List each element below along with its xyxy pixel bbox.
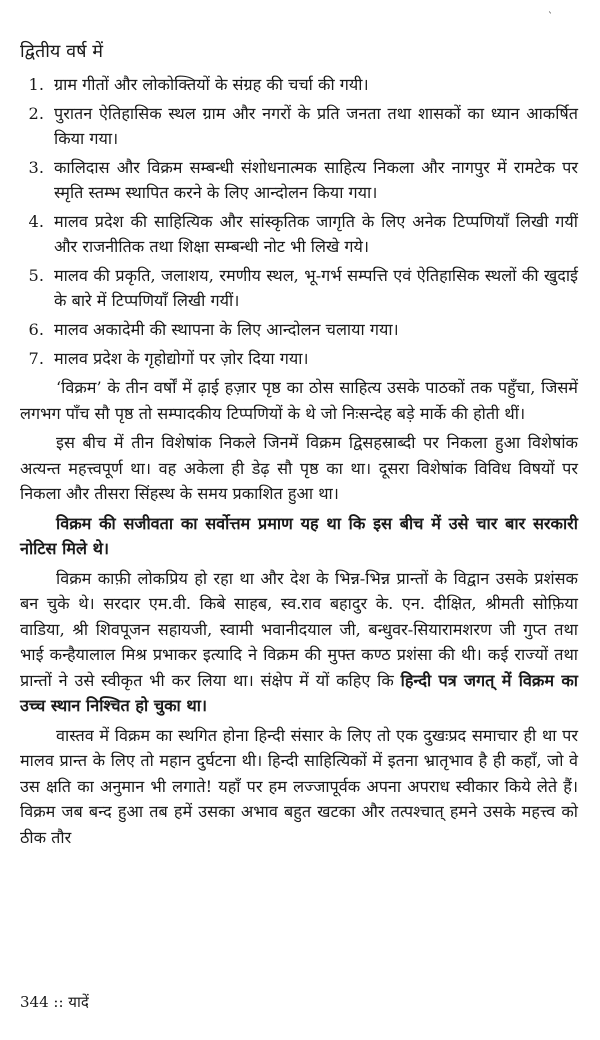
list-item [22, 209, 578, 259]
paragraph-three-years: ‘विक्रम’ के तीन वर्षों में ढ़ाई हज़ार पृष्ठ का ठोस साहित्य उसके पाठकों तक पहुँचा, जिसमें लगभग पाँच सौ पृष्ठ तो सम्पादकीय टिप्पणियों के थे जो निःसन्देह बड़े मार्के की होती थीं। [20, 378, 578, 423]
list-item-text: मालव प्रदेश के गृहोद्योगों पर ज़ोर दिया गया। [54, 349, 309, 368]
list-item [22, 72, 578, 97]
section-heading: द्वितीय वर्ष में [20, 41, 103, 62]
paragraph-government-notices: विक्रम की सजीवता का सर्वोत्तम प्रमाण यह था कि इस बीच में उसे चार बार सरकारी नोटिस मिले थे। [20, 513, 578, 558]
list-item-text: मालव प्रदेश की साहित्यिक और सांस्कृतिक जागृति के लिए अनेक टिप्पणियाँ लिखी गयीं और राजनीतिक तथा शिक्षा सम्बन्धी नोट भी लिखे गये। [54, 212, 578, 256]
paragraph-special-issues: इस बीच में तीन विशेषांक निकले जिनमें विक्रम द्विसहस्राब्दी पर निकला हुआ विशेषांक अत्यन्त महत्त्वपूर्ण था। वह अकेला ही डेढ़ सौ पृष्ठ का था। दूसरा विशेषांक विविध विषयों पर निकला और तीसरा सिंहस्थ के समय प्रकाशित हुआ था। [20, 433, 578, 503]
numbered-list [20, 72, 578, 371]
list-item-text: पुरातन ऐतिहासिक स्थल ग्राम और नगरों के प्रति जनता तथा शासकों का ध्यान आकर्षित किया गया। [54, 104, 578, 148]
list-item-number: 5. [28, 266, 44, 285]
list-item-text: मालव अकादेमी की स्थापना के लिए आन्दोलन चलाया गया। [54, 320, 399, 339]
popularity-text: विक्रम काफ़ी लोकप्रिय हो रहा था और देश के भिन्न-भिन्न प्रान्तों के विद्वान उसके प्रशंसक बन चुके थे। सरदार एम.वी. किबे साहब, स्व.राव बहादुर के. एन. दीक्षित, श्रीमती सोफ़िया वाडिया, श्री शिवपूजन सहायजी, स्वामी भवानीदयाल जी, बन्धुवर-सियारामशरण जी गुप्त तथा भाई कन्हैयालाल मिश्र प्रभाकर इत्यादि ने विक्रम की मुफ्त कण्ठ प्रशंसा की थी। कई राज्यों तथा प्रान्तों ने उसे स्वीकृत भी कर लिया था। संक्षेप में यों कहिए कि [20, 568, 578, 690]
popularity-emphasis: हिन्दी पत्र जगत् में विक्रम का उच्च स्थान निश्चित हो चुका था। [20, 670, 578, 715]
list-item-text: ग्राम गीतों और लोकोक्तियों के संग्रह की चर्चा की गयी। [54, 75, 369, 94]
list-item-number: 1. [28, 75, 44, 94]
list-item [22, 263, 578, 313]
list-item-text: मालव की प्रकृति, जलाशय, रमणीय स्थल, भू-गर्भ सम्पत्ति एवं ऐतिहासिक स्थलों की खुदाई के बारे में टिप्पणियाँ लिखी गयीं। [54, 266, 578, 310]
list-item-number: 2. [28, 104, 44, 123]
list-item [22, 317, 578, 342]
list-item [22, 155, 578, 205]
list-item-number: 4. [28, 212, 44, 231]
list-item-number: 6. [28, 320, 44, 339]
page-footer: 344 :: यादें [20, 993, 89, 1011]
paragraph-suspension: वास्तव में विक्रम का स्थगित होना हिन्दी संसार के लिए तो एक दुखःप्रद समाचार ही था पर मालव प्रान्त के लिए तो महान दुर्घटना थी। हिन्दी साहित्यिकों में इतना भ्रातृभाव है ही कहाँ, जो वे उस क्षति का अनुमान भी लगाते! यहाँ पर हम लज्जापूर्वक अपना अपराध स्वीकार किये लेते हैं। विक्रम जब बन्द हुआ तब हमें उसका अभाव बहुत खटका और तत्पश्चात् हमने उसके महत्त्व को ठीक तौर [20, 725, 578, 847]
list-item [22, 101, 578, 151]
list-item [22, 346, 578, 371]
list-item-number: 3. [28, 158, 44, 177]
paragraph-popularity [20, 566, 578, 719]
corner-mark: ` [548, 12, 553, 23]
list-item-text: कालिदास और विक्रम सम्बन्धी संशोधनात्मक साहित्य निकला और नागपुर में रामटेक पर स्मृति स्तम्भ स्थापित करने के लिए आन्दोलन किया गया। [54, 158, 578, 202]
list-item-number: 7. [28, 349, 44, 368]
